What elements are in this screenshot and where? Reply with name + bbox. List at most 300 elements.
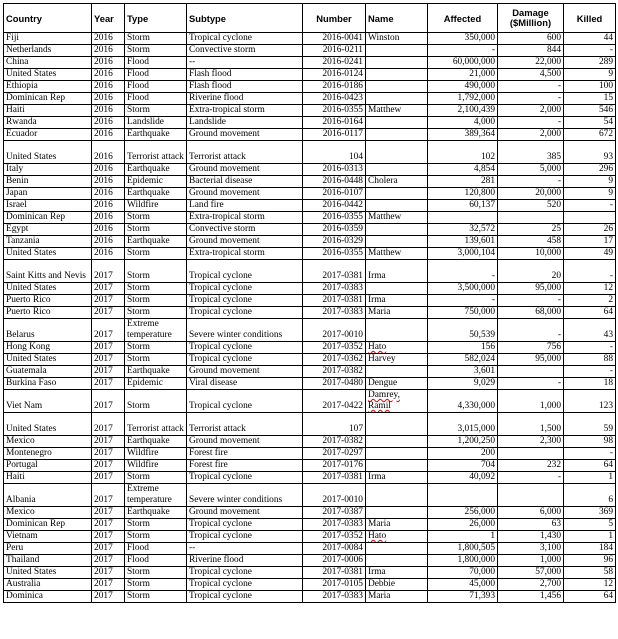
cell-name bbox=[366, 141, 428, 164]
number-text: 2017-0352 bbox=[322, 531, 363, 541]
cell-country bbox=[4, 507, 92, 519]
year-text: 2017 bbox=[94, 531, 113, 541]
cell-name bbox=[366, 176, 428, 188]
year-text: 2017 bbox=[94, 271, 113, 281]
cell-type bbox=[125, 45, 187, 57]
killed-text: 369 bbox=[598, 507, 613, 517]
year-text: 2017 bbox=[94, 354, 113, 364]
cell-year bbox=[92, 176, 125, 188]
name-text: Maria bbox=[368, 519, 391, 529]
country-text: Dominican Rep bbox=[6, 212, 66, 222]
name-text: Cholera bbox=[368, 176, 398, 186]
cell-type bbox=[125, 543, 187, 555]
subtype-text: Tropical cyclone bbox=[189, 401, 252, 411]
table-row bbox=[4, 319, 616, 342]
killed-text: 88 bbox=[603, 354, 613, 364]
year-text: 2017 bbox=[94, 378, 113, 388]
subtype-text: Tropical cyclone bbox=[189, 283, 252, 293]
cell-damage bbox=[498, 472, 564, 484]
cell-name bbox=[366, 354, 428, 366]
cell-type bbox=[125, 283, 187, 295]
year-text: 2016 bbox=[94, 200, 113, 210]
cell-name bbox=[366, 33, 428, 45]
year-text: 2017 bbox=[94, 567, 113, 577]
cell-country bbox=[4, 260, 92, 283]
cell-name bbox=[366, 436, 428, 448]
name-text: Maria bbox=[368, 307, 391, 317]
damage-text: - bbox=[557, 472, 561, 482]
cell-country bbox=[4, 188, 92, 200]
affected-text: 3,601 bbox=[473, 366, 495, 376]
killed-text: 59 bbox=[603, 424, 613, 434]
number-text: 2016-0442 bbox=[322, 200, 363, 210]
year-text: 2017 bbox=[94, 448, 113, 458]
number-text: 2017-0383 bbox=[322, 283, 363, 293]
subtype-text: Ground movement bbox=[189, 366, 260, 376]
year-text: 2017 bbox=[94, 519, 113, 529]
cell-killed bbox=[564, 366, 616, 378]
cell-type bbox=[125, 93, 187, 105]
cell-name bbox=[366, 319, 428, 342]
cell-killed bbox=[564, 378, 616, 390]
number-text: 2016-0355 bbox=[322, 212, 363, 222]
killed-text: - bbox=[609, 200, 613, 210]
cell-damage bbox=[498, 567, 564, 579]
country-text: United States bbox=[6, 248, 57, 258]
name-text: Damrey, Ramil bbox=[368, 390, 400, 411]
table-row bbox=[4, 519, 616, 531]
affected-text: 71,393 bbox=[469, 591, 495, 601]
cell-damage bbox=[498, 579, 564, 591]
subtype-text: Forest fire bbox=[189, 448, 228, 458]
cell-year bbox=[92, 448, 125, 460]
cell-number bbox=[303, 57, 366, 69]
cell-affected bbox=[428, 319, 498, 342]
cell-year bbox=[92, 531, 125, 543]
killed-text: - bbox=[609, 366, 613, 376]
subtype-text: Ground movement bbox=[189, 188, 260, 198]
table-row bbox=[4, 413, 616, 436]
cell-type bbox=[125, 390, 187, 413]
cell-damage bbox=[498, 448, 564, 460]
cell-year bbox=[92, 460, 125, 472]
cell-damage bbox=[498, 164, 564, 176]
cell-year bbox=[92, 472, 125, 484]
killed-text: 123 bbox=[598, 401, 613, 411]
killed-text: 2 bbox=[608, 295, 613, 305]
damage-text: - bbox=[557, 93, 561, 103]
cell-killed bbox=[564, 93, 616, 105]
table-row bbox=[4, 354, 616, 366]
year-text: 2017 bbox=[94, 472, 113, 482]
subtype-text: -- bbox=[189, 543, 196, 553]
cell-country bbox=[4, 319, 92, 342]
year-text: 2016 bbox=[94, 236, 113, 246]
cell-subtype bbox=[187, 105, 303, 117]
cell-killed bbox=[564, 117, 616, 129]
cell-affected bbox=[428, 413, 498, 436]
number-text: 2017-0480 bbox=[322, 378, 363, 388]
cell-affected bbox=[428, 57, 498, 69]
country-text: Albania bbox=[6, 495, 36, 505]
subtype-text: Extra-tropical storm bbox=[189, 212, 265, 222]
killed-text: 9 bbox=[608, 176, 613, 186]
subtype-text: Flash flood bbox=[189, 81, 232, 91]
cell-name bbox=[366, 390, 428, 413]
number-text: 2017-0382 bbox=[322, 436, 363, 446]
cell-country bbox=[4, 472, 92, 484]
number-text: 2016-0329 bbox=[322, 236, 363, 246]
affected-text: 45,000 bbox=[469, 579, 495, 589]
table-row bbox=[4, 543, 616, 555]
cell-subtype bbox=[187, 45, 303, 57]
subtype-text: Extra-tropical storm bbox=[189, 248, 265, 258]
year-text: 2016 bbox=[94, 57, 113, 67]
cell-subtype bbox=[187, 567, 303, 579]
type-text: Storm bbox=[127, 342, 150, 352]
cell-damage bbox=[498, 105, 564, 117]
cell-killed bbox=[564, 342, 616, 354]
country-text: Peru bbox=[6, 543, 24, 553]
cell-subtype bbox=[187, 260, 303, 283]
cell-subtype bbox=[187, 307, 303, 319]
cell-subtype bbox=[187, 176, 303, 188]
table-row bbox=[4, 176, 616, 188]
affected-text: 281 bbox=[480, 176, 495, 186]
cell-damage bbox=[498, 519, 564, 531]
cell-affected bbox=[428, 378, 498, 390]
cell-year bbox=[92, 141, 125, 164]
subtype-text: Ground movement bbox=[189, 436, 260, 446]
affected-text: 582,024 bbox=[464, 354, 495, 364]
type-text: Extreme temperature bbox=[127, 484, 172, 505]
affected-text: 50,539 bbox=[469, 330, 495, 340]
number-text: 2017-0084 bbox=[322, 543, 363, 553]
cell-country bbox=[4, 555, 92, 567]
cell-type bbox=[125, 57, 187, 69]
table-row bbox=[4, 45, 616, 57]
cell-affected bbox=[428, 342, 498, 354]
cell-subtype bbox=[187, 117, 303, 129]
damage-text: 385 bbox=[546, 152, 561, 162]
cell-year bbox=[92, 413, 125, 436]
country-text: Mexico bbox=[6, 436, 35, 446]
cell-number bbox=[303, 141, 366, 164]
affected-text: 3,500,000 bbox=[457, 283, 495, 293]
cell-subtype bbox=[187, 519, 303, 531]
killed-text: 44 bbox=[603, 33, 613, 43]
cell-killed bbox=[564, 176, 616, 188]
cell-killed bbox=[564, 555, 616, 567]
cell-country bbox=[4, 295, 92, 307]
cell-affected bbox=[428, 591, 498, 603]
cell-name bbox=[366, 378, 428, 390]
country-text: China bbox=[6, 57, 29, 67]
cell-killed bbox=[564, 507, 616, 519]
cell-number bbox=[303, 295, 366, 307]
subtype-text: Bacterial disease bbox=[189, 176, 253, 186]
cell-affected bbox=[428, 579, 498, 591]
cell-country bbox=[4, 117, 92, 129]
cell-number bbox=[303, 543, 366, 555]
cell-killed bbox=[564, 224, 616, 236]
year-text: 2017 bbox=[94, 342, 113, 352]
killed-text: 17 bbox=[603, 236, 613, 246]
subtype-text: Forest fire bbox=[189, 460, 228, 470]
cell-killed bbox=[564, 129, 616, 141]
cell-damage bbox=[498, 260, 564, 283]
cell-killed bbox=[564, 57, 616, 69]
type-text: Flood bbox=[127, 555, 149, 565]
cell-name bbox=[366, 472, 428, 484]
cell-damage bbox=[498, 460, 564, 472]
table-row bbox=[4, 188, 616, 200]
affected-text: 26,000 bbox=[469, 519, 495, 529]
number-text: 2017-0176 bbox=[322, 460, 363, 470]
subtype-text: Tropical cyclone bbox=[189, 271, 252, 281]
cell-affected bbox=[428, 105, 498, 117]
damage-text: 25 bbox=[551, 224, 561, 234]
cell-name bbox=[366, 248, 428, 260]
cell-subtype bbox=[187, 33, 303, 45]
damage-text: 600 bbox=[546, 33, 561, 43]
cell-subtype bbox=[187, 390, 303, 413]
cell-damage bbox=[498, 69, 564, 81]
cell-damage bbox=[498, 507, 564, 519]
subtype-text: Tropical cyclone bbox=[189, 567, 252, 577]
cell-killed bbox=[564, 105, 616, 117]
number-text: 2017-0383 bbox=[322, 307, 363, 317]
cell-name bbox=[366, 567, 428, 579]
cell-killed bbox=[564, 579, 616, 591]
number-text: 2017-0352 bbox=[322, 342, 363, 352]
header-name: Name bbox=[366, 4, 428, 33]
killed-text: 100 bbox=[598, 81, 613, 91]
number-text: 104 bbox=[348, 152, 363, 162]
type-text: Storm bbox=[127, 519, 150, 529]
country-text: Puerto Rico bbox=[6, 295, 51, 305]
year-text: 2017 bbox=[94, 401, 113, 411]
cell-year bbox=[92, 129, 125, 141]
table-header bbox=[4, 4, 616, 33]
year-text: 2016 bbox=[94, 81, 113, 91]
table-row bbox=[4, 531, 616, 543]
cell-killed bbox=[564, 567, 616, 579]
cell-type bbox=[125, 460, 187, 472]
cell-killed bbox=[564, 472, 616, 484]
cell-type bbox=[125, 236, 187, 248]
cell-country bbox=[4, 531, 92, 543]
cell-country bbox=[4, 236, 92, 248]
country-text: Rwanda bbox=[6, 117, 37, 127]
cell-name bbox=[366, 224, 428, 236]
cell-number bbox=[303, 472, 366, 484]
cell-affected bbox=[428, 507, 498, 519]
affected-text: - bbox=[491, 295, 495, 305]
table-row bbox=[4, 236, 616, 248]
name-text: Maria bbox=[368, 591, 391, 601]
affected-text: 1,800,505 bbox=[457, 543, 495, 553]
damage-text: 2,300 bbox=[539, 436, 561, 446]
cell-affected bbox=[428, 129, 498, 141]
type-text: Extreme temperature bbox=[127, 319, 172, 340]
cell-damage bbox=[498, 295, 564, 307]
cell-damage bbox=[498, 117, 564, 129]
cell-affected bbox=[428, 33, 498, 45]
cell-type bbox=[125, 105, 187, 117]
affected-text: 3,015,000 bbox=[457, 424, 495, 434]
table-row bbox=[4, 117, 616, 129]
type-text: Storm bbox=[127, 579, 150, 589]
number-text: 2016-0448 bbox=[322, 176, 363, 186]
cell-country bbox=[4, 436, 92, 448]
country-text: Fiji bbox=[6, 33, 20, 43]
subtype-text: Riverine flood bbox=[189, 93, 244, 103]
cell-type bbox=[125, 33, 187, 45]
table-row bbox=[4, 93, 616, 105]
cell-number bbox=[303, 212, 366, 224]
country-text: Tanzania bbox=[6, 236, 40, 246]
cell-subtype bbox=[187, 484, 303, 507]
type-text: Flood bbox=[127, 81, 149, 91]
cell-year bbox=[92, 283, 125, 295]
year-text: 2017 bbox=[94, 460, 113, 470]
year-text: 2017 bbox=[94, 366, 113, 376]
cell-year bbox=[92, 543, 125, 555]
affected-text: 60,000,000 bbox=[452, 57, 495, 67]
country-text: Japan bbox=[6, 188, 28, 198]
cell-subtype bbox=[187, 283, 303, 295]
cell-type bbox=[125, 567, 187, 579]
cell-name bbox=[366, 555, 428, 567]
affected-text: 750,000 bbox=[464, 307, 495, 317]
cell-killed bbox=[564, 164, 616, 176]
damage-text: 1,000 bbox=[539, 401, 561, 411]
cell-type bbox=[125, 484, 187, 507]
country-text: Dominica bbox=[6, 591, 43, 601]
affected-text: 4,854 bbox=[473, 164, 495, 174]
cell-killed bbox=[564, 531, 616, 543]
cell-type bbox=[125, 260, 187, 283]
name-text: Winston bbox=[368, 33, 400, 43]
name-text: Dengue bbox=[368, 378, 398, 388]
subtype-text: Tropical cyclone bbox=[189, 354, 252, 364]
cell-killed bbox=[564, 519, 616, 531]
cell-affected bbox=[428, 567, 498, 579]
type-text: Epidemic bbox=[127, 378, 163, 388]
subtype-text: Tropical cyclone bbox=[189, 472, 252, 482]
cell-type bbox=[125, 319, 187, 342]
type-text: Storm bbox=[127, 591, 150, 601]
affected-text: 4,000 bbox=[473, 117, 495, 127]
number-text: 2016-0359 bbox=[322, 224, 363, 234]
damage-text: 1,456 bbox=[539, 591, 561, 601]
type-text: Storm bbox=[127, 33, 150, 43]
table-row bbox=[4, 378, 616, 390]
cell-year bbox=[92, 519, 125, 531]
cell-country bbox=[4, 81, 92, 93]
name-text: Debbie bbox=[368, 579, 396, 589]
cell-name bbox=[366, 591, 428, 603]
killed-text: 58 bbox=[603, 567, 613, 577]
cell-year bbox=[92, 33, 125, 45]
cell-type bbox=[125, 117, 187, 129]
cell-type bbox=[125, 200, 187, 212]
cell-damage bbox=[498, 436, 564, 448]
cell-number bbox=[303, 200, 366, 212]
killed-text: 296 bbox=[598, 164, 613, 174]
damage-text: 95,000 bbox=[535, 354, 561, 364]
name-text: Irma bbox=[368, 271, 386, 281]
header-number: Number bbox=[303, 4, 366, 33]
header-damage: Damage ($Million) bbox=[498, 4, 564, 33]
cell-type bbox=[125, 531, 187, 543]
cell-number bbox=[303, 342, 366, 354]
table-row bbox=[4, 224, 616, 236]
cell-affected bbox=[428, 260, 498, 283]
affected-text: 1,792,000 bbox=[457, 93, 495, 103]
killed-text: 184 bbox=[598, 543, 613, 553]
killed-text: 93 bbox=[603, 152, 613, 162]
name-text: Matthew bbox=[368, 212, 402, 222]
killed-text: 98 bbox=[603, 436, 613, 446]
cell-damage bbox=[498, 413, 564, 436]
damage-text: 10,000 bbox=[535, 248, 561, 258]
year-text: 2017 bbox=[94, 283, 113, 293]
cell-subtype bbox=[187, 200, 303, 212]
cell-name bbox=[366, 507, 428, 519]
cell-year bbox=[92, 295, 125, 307]
cell-affected bbox=[428, 200, 498, 212]
cell-damage bbox=[498, 248, 564, 260]
cell-country bbox=[4, 342, 92, 354]
cell-subtype bbox=[187, 69, 303, 81]
cell-type bbox=[125, 591, 187, 603]
cell-type bbox=[125, 212, 187, 224]
year-text: 2017 bbox=[94, 436, 113, 446]
cell-damage bbox=[498, 45, 564, 57]
cell-name bbox=[366, 531, 428, 543]
cell-killed bbox=[564, 413, 616, 436]
damage-text: 458 bbox=[546, 236, 561, 246]
subtype-text: Severe winter conditions bbox=[189, 330, 283, 340]
cell-name bbox=[366, 307, 428, 319]
damage-text: - bbox=[557, 295, 561, 305]
country-text: United States bbox=[6, 283, 57, 293]
cell-number bbox=[303, 484, 366, 507]
cell-type bbox=[125, 507, 187, 519]
cell-type bbox=[125, 164, 187, 176]
cell-year bbox=[92, 555, 125, 567]
cell-number bbox=[303, 105, 366, 117]
subtype-text: Severe winter conditions bbox=[189, 495, 283, 505]
type-text: Storm bbox=[127, 271, 150, 281]
cell-affected bbox=[428, 366, 498, 378]
cell-damage bbox=[498, 236, 564, 248]
type-text: Flood bbox=[127, 69, 149, 79]
country-text: Saint Kitts and Nevis bbox=[6, 271, 86, 281]
cell-affected bbox=[428, 69, 498, 81]
cell-name bbox=[366, 164, 428, 176]
cell-subtype bbox=[187, 164, 303, 176]
number-text: 2017-0381 bbox=[322, 567, 363, 577]
cell-type bbox=[125, 81, 187, 93]
damage-text: 57,000 bbox=[535, 567, 561, 577]
number-text: 2017-0362 bbox=[322, 354, 363, 364]
cell-year bbox=[92, 117, 125, 129]
cell-subtype bbox=[187, 591, 303, 603]
type-text: Flood bbox=[127, 543, 149, 553]
